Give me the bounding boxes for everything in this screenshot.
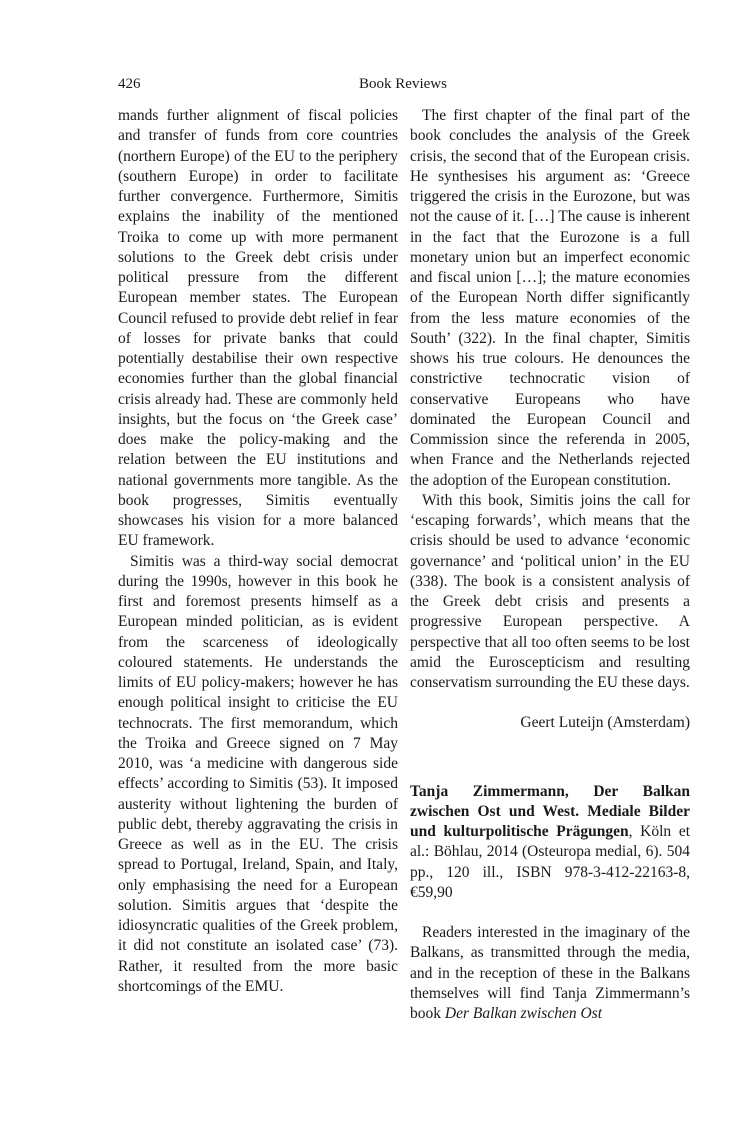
review-intro-book-title: Der Balkan zwischen Ost xyxy=(444,1005,603,1022)
review-book-title: Tanja Zimmermann, Der Balkan zwischen Ost und West. Mediale Bilder und kulturpolitische Prägungen xyxy=(410,782,690,840)
page-number: 426 xyxy=(118,76,141,92)
review-intro-paragraph xyxy=(410,923,690,1024)
left-paragraph-2: Simitis was a third-way social democrat during the 1990s, however in this book he first and foremost presents himself as a European minded politician, as is evident from the scarceness of ideologically coloured statements. He understands the limits of EU policy-makers; however he has enough political insight to criticise the EU technocrats. The first memorandum, which the Troika and Greece signed on 7 May 2010, was ‘a medicine with dangerous side effects’ according to Simitis (53). It imposed austerity without lightening the burden of public debt, thereby aggravating the crisis in Greece as well as in the EU. The crisis spread to Portugal, Ireland, Spain, and Italy, only emphasising the need for a European solution. Simitis argues that ‘despite the idiosyncratic qualities of the Greek problem, it did not constitute an isolated case’ (73). Rather, it resulted from the more basic shortcomings of the EMU. xyxy=(118,552,398,995)
page-header xyxy=(118,76,688,96)
left-paragraph-1: mands further alignment of fiscal policies and transfer of funds from core countries (northern Europe) of the EU to the periphery (southern Europe) in order to facilitate further convergence. Furthermore, Simitis explains the inability of the mentioned Troika to come up with more permanent solutions to the Greek debt crisis under political pressure from the different European member states. The European Council refused to provide debt relief in fear of losses for private banks that could potentially destabilise their own respective economies further than the global financial crisis already had. These are commonly held insights, but the focus on ‘the Greek case’ does make the policy-making and the relation between the EU institutions and national governments more tangible. As the book progresses, Simitis eventually showcases his vision for a more balanced EU framework. xyxy=(118,107,398,550)
review-intro-text: Readers interested in the imaginary of the Balkans, as transmitted through the media, and in the reception of these in the Balkans themselves will find Tanja Zimmermann’s book xyxy=(410,924,690,1022)
right-paragraph-2: With this book, Simitis joins the call for ‘escaping forwards’, which means that the crisis should be used to advance ‘economic governance’ and ‘political union’ in the EU (338). The book is a consistent analysis of the Greek debt crisis and presents a progressive European perspective. A perspective that all too often seems to be lost amid the Euroscepticism and resulting conservatism surrounding the EU these days. xyxy=(410,491,690,691)
review-heading xyxy=(410,782,690,904)
reviewer-signature: Geert Luteijn (Amsterdam) xyxy=(520,714,690,732)
right-column xyxy=(410,106,690,1024)
running-head: Book Reviews xyxy=(359,76,447,92)
left-column xyxy=(118,106,398,997)
review-book-details: , Köln et al.: Böhlau, 2014 (Osteuropa medial, 6). 504 pp., 120 ill., ISBN 978-3-412-22163-8, €59,90 xyxy=(410,823,690,901)
right-paragraph-1: The first chapter of the final part of the book concludes the analysis of the Greek crisis, the second that of the European crisis. He synthesises his argument as: ‘Greece triggered the crisis in the Eurozone, but was not the cause of it. […] The cause is inherent in the fact that the Eurozone is a full monetary union but an imperfect economic and fiscal union […]; the mature economies of the European North differ significantly from the less mature economies of the South’ (322). In the final chapter, Simitis shows his true colours. He denounces the constrictive technocratic vision of conservative Europeans who have dominated the European Council and Commission since the referenda in 2005, when France and the Netherlands rejected the adoption of the European constitution. xyxy=(410,107,690,489)
